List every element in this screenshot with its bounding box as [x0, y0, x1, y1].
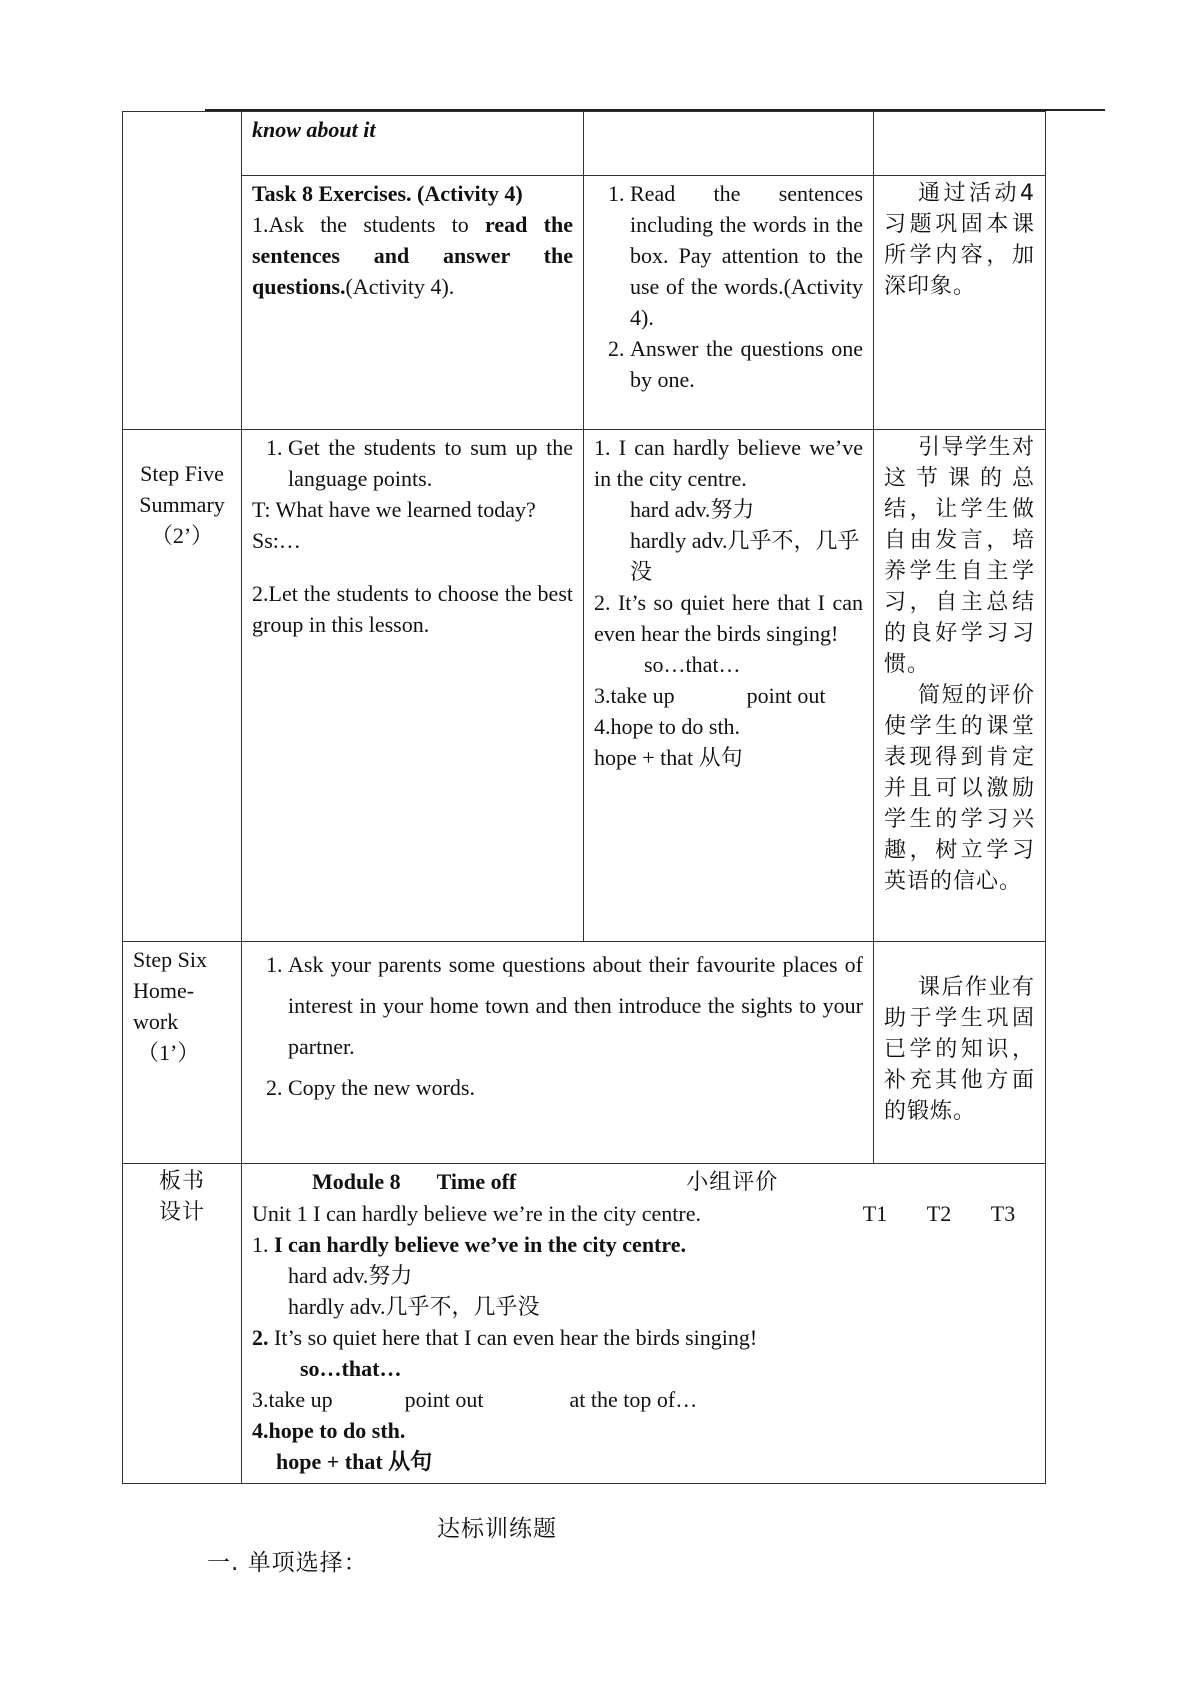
row-continuation-teacher — [242, 112, 584, 176]
row-step-five — [123, 430, 1046, 942]
task8-purpose: 通过活动4习题巩固本课所学内容，加深印象。 — [884, 181, 1035, 299]
row-board-design — [123, 1164, 1046, 1484]
step-five-point-4: 4.hope to do sth. — [594, 714, 741, 739]
exercise-title: 达标训练题 — [437, 1516, 557, 1542]
task8-student-cell — [584, 176, 874, 430]
step-five-time: （2’） — [150, 523, 214, 548]
step-five-point-1: 1. I can hardly believe we’ve in the city centre. — [594, 435, 863, 491]
step-six-home: Home- — [133, 978, 195, 1003]
exercise-section: 一. 单项选择： — [207, 1550, 368, 1576]
step-five-summary: Summary — [139, 492, 225, 517]
step-five-so-that: so…that… — [644, 652, 741, 677]
step-five-purpose-cell — [874, 430, 1046, 942]
board-line-1 — [252, 1229, 1035, 1260]
task8-student-item-2: 2. Answer the questions one by one. — [630, 333, 863, 395]
board-line-2-text: It’s so quiet here that I can even hear the birds singing! — [268, 1325, 758, 1350]
task8-teacher-text — [252, 209, 573, 302]
board-label-cell — [123, 1164, 242, 1484]
board-line-4: 4.hope to do sth. — [252, 1418, 406, 1443]
step-five-teacher-cell — [242, 430, 584, 942]
board-label-1: 板书 — [158, 1169, 205, 1194]
step-six-label: Step Six — [133, 947, 207, 972]
board-time-off: Time off — [436, 1169, 517, 1194]
task8-purpose-cell — [874, 176, 1046, 430]
step-five-teacher-item-1: 1. Get the students to sum up the language points. — [288, 432, 573, 494]
task8-teacher-cell — [242, 176, 584, 430]
step-five-purpose-1: 引导学生对这节课的总结，让学生做自由发言，培养学生自主学习，自主总结的良好学习习惯。 — [884, 435, 1035, 677]
board-title-line — [252, 1166, 1035, 1198]
step-five-point-out: point out — [746, 683, 826, 708]
step-five-hardly: hardly adv.几乎不，几乎没 — [630, 528, 860, 584]
board-take-up: 3.take up — [252, 1387, 333, 1412]
board-hardly: hardly adv.几乎不，几乎没 — [288, 1294, 540, 1319]
homework-item-2: 2. Copy the new words. — [288, 1067, 863, 1108]
task8-teacher-bold: read the sentences and answer the questions. — [252, 212, 573, 299]
board-scores — [843, 1198, 1035, 1229]
step-five-teacher-item-2: 2.Let the students to choose the best group in this lesson. — [252, 581, 573, 637]
board-line-2 — [252, 1322, 1035, 1353]
step-five-take-up: 3.take up — [594, 683, 675, 708]
board-module: Module 8 — [312, 1169, 401, 1194]
step-six-purpose-cell — [874, 942, 1046, 1164]
row-task8 — [123, 176, 1046, 430]
board-unit-line — [252, 1198, 1035, 1229]
step-six-homework-list — [252, 944, 863, 1108]
step-five-point-3 — [594, 680, 863, 711]
step-five-student-cell — [584, 430, 874, 942]
task8-teacher-suffix: (Activity 4). — [345, 274, 455, 299]
task8-title: Task 8 Exercises. (Activity 4) — [252, 181, 523, 206]
step-five-point-2: 2. It’s so quiet here that I can even hear the birds singing! — [594, 590, 863, 646]
board-line-2-num: 2. — [252, 1325, 269, 1350]
step-five-teacher-list — [252, 432, 573, 494]
score-t3: T3 — [990, 1201, 1016, 1226]
step-five-hard: hard adv.努力 — [630, 497, 755, 522]
lesson-plan-table — [122, 111, 1046, 1484]
step-six-time: （1’） — [137, 1040, 200, 1065]
know-about-it-text: know about it — [252, 117, 376, 142]
board-point-out: point out — [404, 1387, 484, 1412]
step-five-cell — [123, 430, 242, 942]
step-six-purpose: 课后作业有助于学生巩固已学的知识，补充其他方面的锻炼。 — [884, 975, 1035, 1124]
task8-student-item-1: 1. Read the sentences including the words in the box. Pay attention to the use of the words.(Activity 4). — [630, 178, 863, 333]
step-five-point-5: hope + that 从句 — [594, 745, 743, 770]
board-eval-label: 小组评价 — [686, 1170, 779, 1195]
row-continuation — [123, 112, 1046, 176]
step-five-label: Step Five — [140, 461, 224, 486]
board-hard: hard adv.努力 — [288, 1263, 413, 1288]
row-continuation-step — [123, 112, 242, 430]
board-unit: Unit 1 I can hardly believe we’re in the city centre. — [252, 1201, 701, 1226]
step-five-answer: Ss:… — [252, 528, 301, 553]
step-six-cell — [123, 942, 242, 1164]
homework-item-1: 1. Ask your parents some questions about their favourite places of interest in your home town and then introduce the sights to your partner. — [288, 944, 863, 1067]
board-label-2: 设计 — [158, 1200, 205, 1225]
score-t2: T2 — [926, 1201, 952, 1226]
row-continuation-purpose — [874, 112, 1046, 176]
step-five-question: T: What have we learned today? — [252, 497, 536, 522]
task8-teacher-prefix: 1.Ask the students to — [252, 212, 486, 237]
board-content-cell — [242, 1164, 1046, 1484]
board-line-3 — [252, 1384, 1035, 1415]
task8-student-list — [594, 178, 863, 395]
row-continuation-student — [584, 112, 874, 176]
step-six-homework-cell — [242, 942, 874, 1164]
board-line-1-text: I can hardly believe we’ve in the city centre. — [274, 1232, 687, 1257]
score-t1: T1 — [862, 1201, 888, 1226]
board-line-5: hope + that 从句 — [276, 1449, 433, 1474]
row-step-six — [123, 942, 1046, 1164]
step-five-purpose-2: 简短的评价使学生的课堂表现得到肯定并且可以激励学生的学习兴趣，树立学习英语的信心。 — [884, 683, 1035, 894]
board-top-of: at the top of… — [569, 1387, 698, 1412]
board-so-that: so…that… — [300, 1356, 402, 1381]
step-six-work: work — [133, 1009, 179, 1034]
board-line-1-num: 1. — [252, 1232, 274, 1257]
